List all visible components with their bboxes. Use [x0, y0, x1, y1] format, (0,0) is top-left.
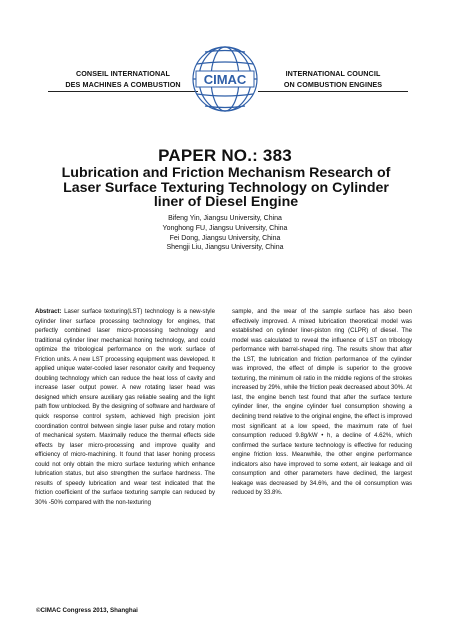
- author: Fei Dong, Jiangsu University, China: [169, 234, 281, 242]
- abstract-label: Abstract:: [35, 309, 62, 315]
- title-line: Lubrication and Friction Mechanism Research of: [61, 165, 391, 181]
- author: Yonghong FU, Jiangsu University, China: [162, 224, 288, 232]
- footer-copyright: ©CIMAC Congress 2013, Shanghai: [36, 607, 138, 614]
- header-left-line2: DES MACHINES A COMBUSTION: [48, 79, 198, 92]
- abstract-text-1: Laser surface texturing(LST) technology is a new-style cylinder liner surface processing technology for engines, that perfectly combined laser micro-processing technology and traditional cylinder liner mechanical honing technology, and could optimize the tribological performance on the work surface of Friction units. A new LST processing equipment was developed. It applied unique water-cooled laser resonator cavity and frequency doubling technology which can reduce the heat loss of cavity and increase laser output power. A new rotating laser head was designed which ensure auxiliary gas reliable sealing and the light path flow unblocked. By the designing of software and hardware of quick response control system, achieved high precision joint coordination control between single laser pulse and rotary motion of mechanical system. Maximally reduce the thermal effects side effects by laser micro-processing and improve quality and efficiency of micro-machining. It found that laser honing process could not only obtain the micro surface texturing which enhance lubrication status, but also strengthen the surface hardness. The results of speedy lubrication and wear test indicated that the friction coefficient of the surface texturing sample can reduced by 30% -50% compared with the non-texturing: [35, 309, 215, 506]
- author: Bifeng Yin, Jiangsu University, China: [168, 215, 282, 222]
- abstract-column-2: sample, and the wear of the sample surface has also been effectively improved. A mixed lubrication theoretical model was established on cylinder liner-piston ring (CLPR) of diesel. The model was calculated to reveal the influence of LST on tribology performance with barrel-shaped ring. The results show that after the LST, the lubrication and friction performance of the cylinder was improved, the effect of dimple is superior to the groove texturing, the minimum oil ratio in the middle regions of the strokes increased by 29%, while the friction peak decreased about 30%. At last, the engine bench test found that after the surface texture cylinder liner, the engine cylinder fuel consumption showing a declining trend relative to the original engine, the effect is improved most significant at a low speed, the maximum rate of fuel consumption reduced 9.8g/kW • h, a decline of 4.62%, which confirmed the surface texture technology is effective for reducing engine friction loss. Meanwhile, the other engine performance indicators also have improved to some extent, air leakage and oil consumption and other parameters have declined, the largest leakage was decreased by 34.6%, and the oil consumption was reduced by 33.8%.: [232, 309, 412, 497]
- title-line: liner of Diesel Engine: [153, 194, 299, 210]
- author-list: [0, 214, 450, 253]
- cimac-logo: [190, 40, 260, 118]
- paper-number: PAPER NO.: 383: [158, 146, 292, 165]
- logo-text: CIMAC: [203, 72, 247, 87]
- header-right-line2: ON COMBUSTION ENGINES: [258, 79, 408, 92]
- abstract-column-1: [35, 308, 215, 508]
- title-line: Laser Surface Texturing Technology on Cylinder: [63, 179, 389, 196]
- header-right-line1: INTERNATIONAL COUNCIL: [285, 69, 381, 78]
- author: Shengji Liu, Jiangsu University, China: [166, 244, 284, 252]
- header-left-org: [48, 68, 198, 92]
- header-right-org: [258, 68, 408, 92]
- header-left-line1: CONSEIL INTERNATIONAL: [75, 69, 171, 78]
- paper-title: [40, 166, 412, 210]
